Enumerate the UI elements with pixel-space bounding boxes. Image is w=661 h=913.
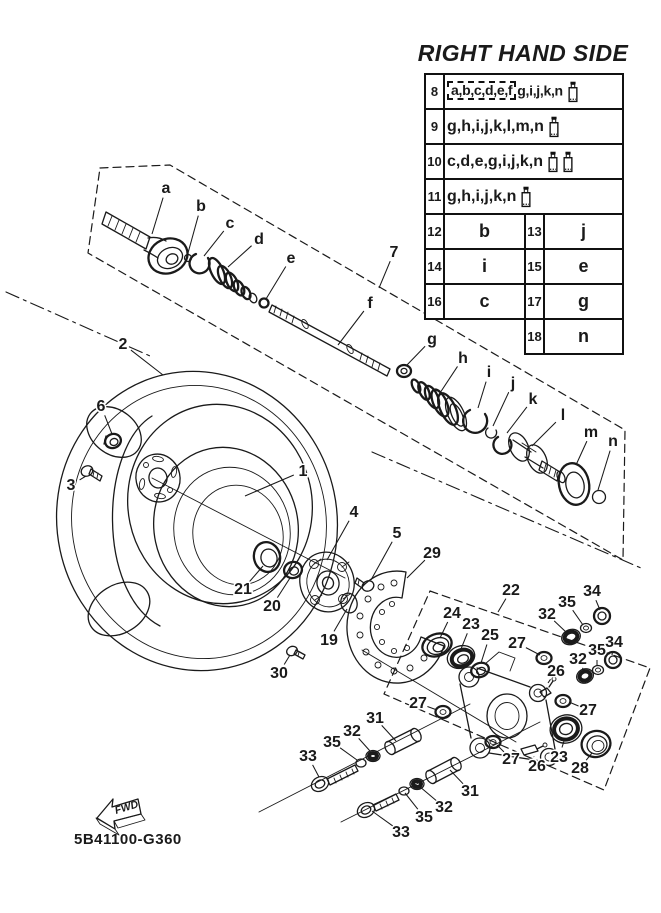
callout-7: 7 xyxy=(389,244,399,261)
leader-35 xyxy=(573,610,583,625)
leader-m xyxy=(576,441,587,465)
leader-31 xyxy=(450,770,463,784)
leader-33 xyxy=(313,765,319,777)
callout-28: 28 xyxy=(571,760,589,777)
leader-j xyxy=(493,392,509,426)
row-16-num: 16 xyxy=(425,284,444,319)
part-n-oring xyxy=(593,491,606,504)
drawing-number: 5B41100-G360 xyxy=(74,831,182,848)
callout-35: 35 xyxy=(588,642,606,659)
part-6-nut xyxy=(103,432,123,451)
callout-34: 34 xyxy=(583,583,601,600)
row-13-val: j xyxy=(544,214,623,249)
row-10-letter-list: c,d,e,g,i,j,k,n xyxy=(447,152,544,170)
wheel-assembly xyxy=(29,345,365,697)
part-g-band xyxy=(397,365,411,377)
knuckle-group xyxy=(419,608,621,766)
callout-25: 25 xyxy=(481,627,499,644)
callout-26: 26 xyxy=(547,663,565,680)
leader-30 xyxy=(284,655,290,665)
leader-n xyxy=(598,451,610,490)
row-17-val: g xyxy=(544,284,623,319)
part-32-washer-upper xyxy=(366,751,380,762)
fwd-arrow xyxy=(96,798,145,835)
part-h-boot xyxy=(410,378,471,434)
grease-tube-icon xyxy=(567,80,579,104)
row-10-letters xyxy=(444,144,623,179)
callout-k: k xyxy=(528,391,538,408)
part-m-seal xyxy=(555,460,593,507)
callout-a: a xyxy=(161,180,171,197)
row-9-letters xyxy=(444,109,623,144)
row-18-blank-num xyxy=(425,319,444,354)
centerline-upper xyxy=(6,292,150,356)
part-29-guard-plate xyxy=(347,571,444,683)
hub-knuckle-axis xyxy=(362,650,516,742)
centerline-lower xyxy=(372,452,641,568)
chart-row-12-13 xyxy=(425,214,623,249)
row-14-val: i xyxy=(444,249,525,284)
leader-2 xyxy=(131,350,163,375)
leader-l xyxy=(532,422,556,446)
callout-30: 30 xyxy=(270,665,288,682)
part-21-cap xyxy=(251,539,284,575)
callout-n: n xyxy=(608,433,618,450)
part-a-outer-cv-joint xyxy=(102,212,193,280)
callout-6: 6 xyxy=(96,398,106,415)
leader-k xyxy=(507,407,527,433)
grease-tube-icon xyxy=(548,115,560,139)
part-33-bolt-upper xyxy=(309,765,358,794)
row-10-num: 10 xyxy=(425,144,444,179)
leader-27 xyxy=(427,707,437,711)
chart-row-9 xyxy=(425,109,623,144)
callout-22: 22 xyxy=(502,582,520,599)
callout-5: 5 xyxy=(392,525,402,542)
leader-29 xyxy=(407,560,425,578)
callout-26: 26 xyxy=(528,758,546,775)
chart-row-11 xyxy=(425,179,623,214)
row-18-blank-val xyxy=(444,319,525,354)
leader-22 xyxy=(498,599,506,612)
row-14-num: 14 xyxy=(425,249,444,284)
part-l-inner-cv-joint xyxy=(505,430,567,484)
grease-tube-icon xyxy=(520,185,532,209)
part-j-ring xyxy=(486,428,497,438)
application-chart xyxy=(424,73,624,355)
callout-j: j xyxy=(510,375,516,392)
part-24-seal xyxy=(419,630,455,661)
row-8-boxed-letters: a,b,c,d,e,f xyxy=(447,81,516,100)
row-12-num: 12 xyxy=(425,214,444,249)
leader-a xyxy=(152,198,163,234)
callout-27: 27 xyxy=(502,751,520,768)
leader-h xyxy=(438,366,458,396)
leader-35 xyxy=(405,793,418,809)
leader-d xyxy=(228,246,252,267)
row-11-letter-list: g,h,i,j,k,n xyxy=(447,187,517,205)
callout-34: 34 xyxy=(605,634,623,651)
row-8-num: 8 xyxy=(425,74,444,109)
callout-e: e xyxy=(286,250,296,267)
callout-3: 3 xyxy=(66,477,76,494)
leader-i xyxy=(478,382,486,408)
leader-23 xyxy=(562,741,564,748)
callout-35: 35 xyxy=(558,594,576,611)
grease-tube-icon xyxy=(547,150,559,174)
callout-27: 27 xyxy=(508,635,526,652)
fwd-label: FWD xyxy=(113,798,140,817)
leader-6 xyxy=(105,415,112,434)
part-2-tire xyxy=(29,345,365,697)
leader-27 xyxy=(526,648,540,655)
callout-32: 32 xyxy=(343,723,361,740)
callout-29: 29 xyxy=(423,545,441,562)
leader-e xyxy=(266,267,286,300)
callout-b: b xyxy=(196,198,206,215)
leader-19 xyxy=(334,609,347,631)
chart-row-14-15 xyxy=(425,249,623,284)
callout-h: h xyxy=(458,350,468,367)
leader-35 xyxy=(340,748,357,760)
row-16-val: c xyxy=(444,284,525,319)
leader-32 xyxy=(359,738,370,751)
leader-31 xyxy=(382,725,396,741)
part-35-washer-lower xyxy=(399,787,409,795)
row-8-grease-tubes xyxy=(567,80,579,104)
leader-33 xyxy=(372,811,393,826)
leader-f xyxy=(338,311,364,345)
part-33-bolt-lower xyxy=(355,794,399,820)
callout-35: 35 xyxy=(323,734,341,751)
callout-4: 4 xyxy=(349,504,359,521)
part-30-screw xyxy=(285,645,305,659)
leader-c xyxy=(204,231,224,256)
part-28-cap xyxy=(579,728,614,761)
callout-1: 1 xyxy=(298,463,308,480)
row-8-letters xyxy=(444,74,623,109)
leader-g xyxy=(406,346,425,366)
callout-27: 27 xyxy=(579,702,597,719)
part-e-band xyxy=(260,299,269,308)
callout-32: 32 xyxy=(435,799,453,816)
leader-34 xyxy=(612,652,613,655)
callout-i: i xyxy=(486,364,492,381)
callout-19: 19 xyxy=(320,632,338,649)
callout-c: c xyxy=(225,215,235,232)
part-c-boot-band xyxy=(190,254,210,273)
callout-g: g xyxy=(427,331,437,348)
callout-m: m xyxy=(583,424,599,441)
chart-row-18 xyxy=(425,319,623,354)
leader-25 xyxy=(481,645,487,664)
callout-23: 23 xyxy=(550,749,568,766)
leader-23 xyxy=(461,633,467,649)
row-17-num: 17 xyxy=(525,284,544,319)
grease-tube-icon xyxy=(562,150,574,174)
part-26-fitting-upper xyxy=(540,677,556,697)
callout-2: 2 xyxy=(118,336,128,353)
chart-row-16-17 xyxy=(425,284,623,319)
row-11-grease-tubes xyxy=(520,185,532,209)
callout-f: f xyxy=(367,295,373,312)
leader-7 xyxy=(379,261,390,288)
row-13-num: 13 xyxy=(525,214,544,249)
row-8-rest-letters: g,i,j,k,n xyxy=(517,82,563,99)
leader-b xyxy=(188,216,198,253)
callout-24: 24 xyxy=(443,605,461,622)
part-26-fitting-lower xyxy=(521,743,547,755)
row-12-val: b xyxy=(444,214,525,249)
callout-d: d xyxy=(254,231,264,248)
row-18-num: 18 xyxy=(525,319,544,354)
callout-l: l xyxy=(560,407,566,424)
callout-31: 31 xyxy=(366,710,384,727)
chart-row-10 xyxy=(425,144,623,179)
part-f-shaft xyxy=(269,305,390,376)
chart-row-8 xyxy=(425,74,623,109)
row-9-grease-tubes xyxy=(548,115,560,139)
page-title: RIGHT HAND SIDE xyxy=(417,40,629,66)
leader-32 xyxy=(554,621,567,633)
leader-3 xyxy=(80,476,86,480)
callout-27: 27 xyxy=(409,695,427,712)
row-11-letters xyxy=(444,179,623,214)
row-9-letter-list: g,h,i,j,k,l,m,n xyxy=(447,117,544,135)
callout-23: 23 xyxy=(462,616,480,633)
row-9-num: 9 xyxy=(425,109,444,144)
row-15-val: e xyxy=(544,249,623,284)
callout-32: 32 xyxy=(569,651,587,668)
callout-33: 33 xyxy=(299,748,317,765)
callout-20: 20 xyxy=(263,598,281,615)
callout-35: 35 xyxy=(415,809,433,826)
row-15-num: 15 xyxy=(525,249,544,284)
row-18-val: n xyxy=(544,319,623,354)
callout-21: 21 xyxy=(234,581,252,598)
callout-33: 33 xyxy=(392,824,410,841)
callout-32: 32 xyxy=(538,606,556,623)
part-25-spacer xyxy=(469,660,491,679)
leader-32 xyxy=(419,786,436,801)
part-1-rim xyxy=(131,434,313,620)
callout-31: 31 xyxy=(461,783,479,800)
row-10-grease-tubes xyxy=(547,150,574,174)
row-11-num: 11 xyxy=(425,179,444,214)
leader-20 xyxy=(277,578,290,598)
